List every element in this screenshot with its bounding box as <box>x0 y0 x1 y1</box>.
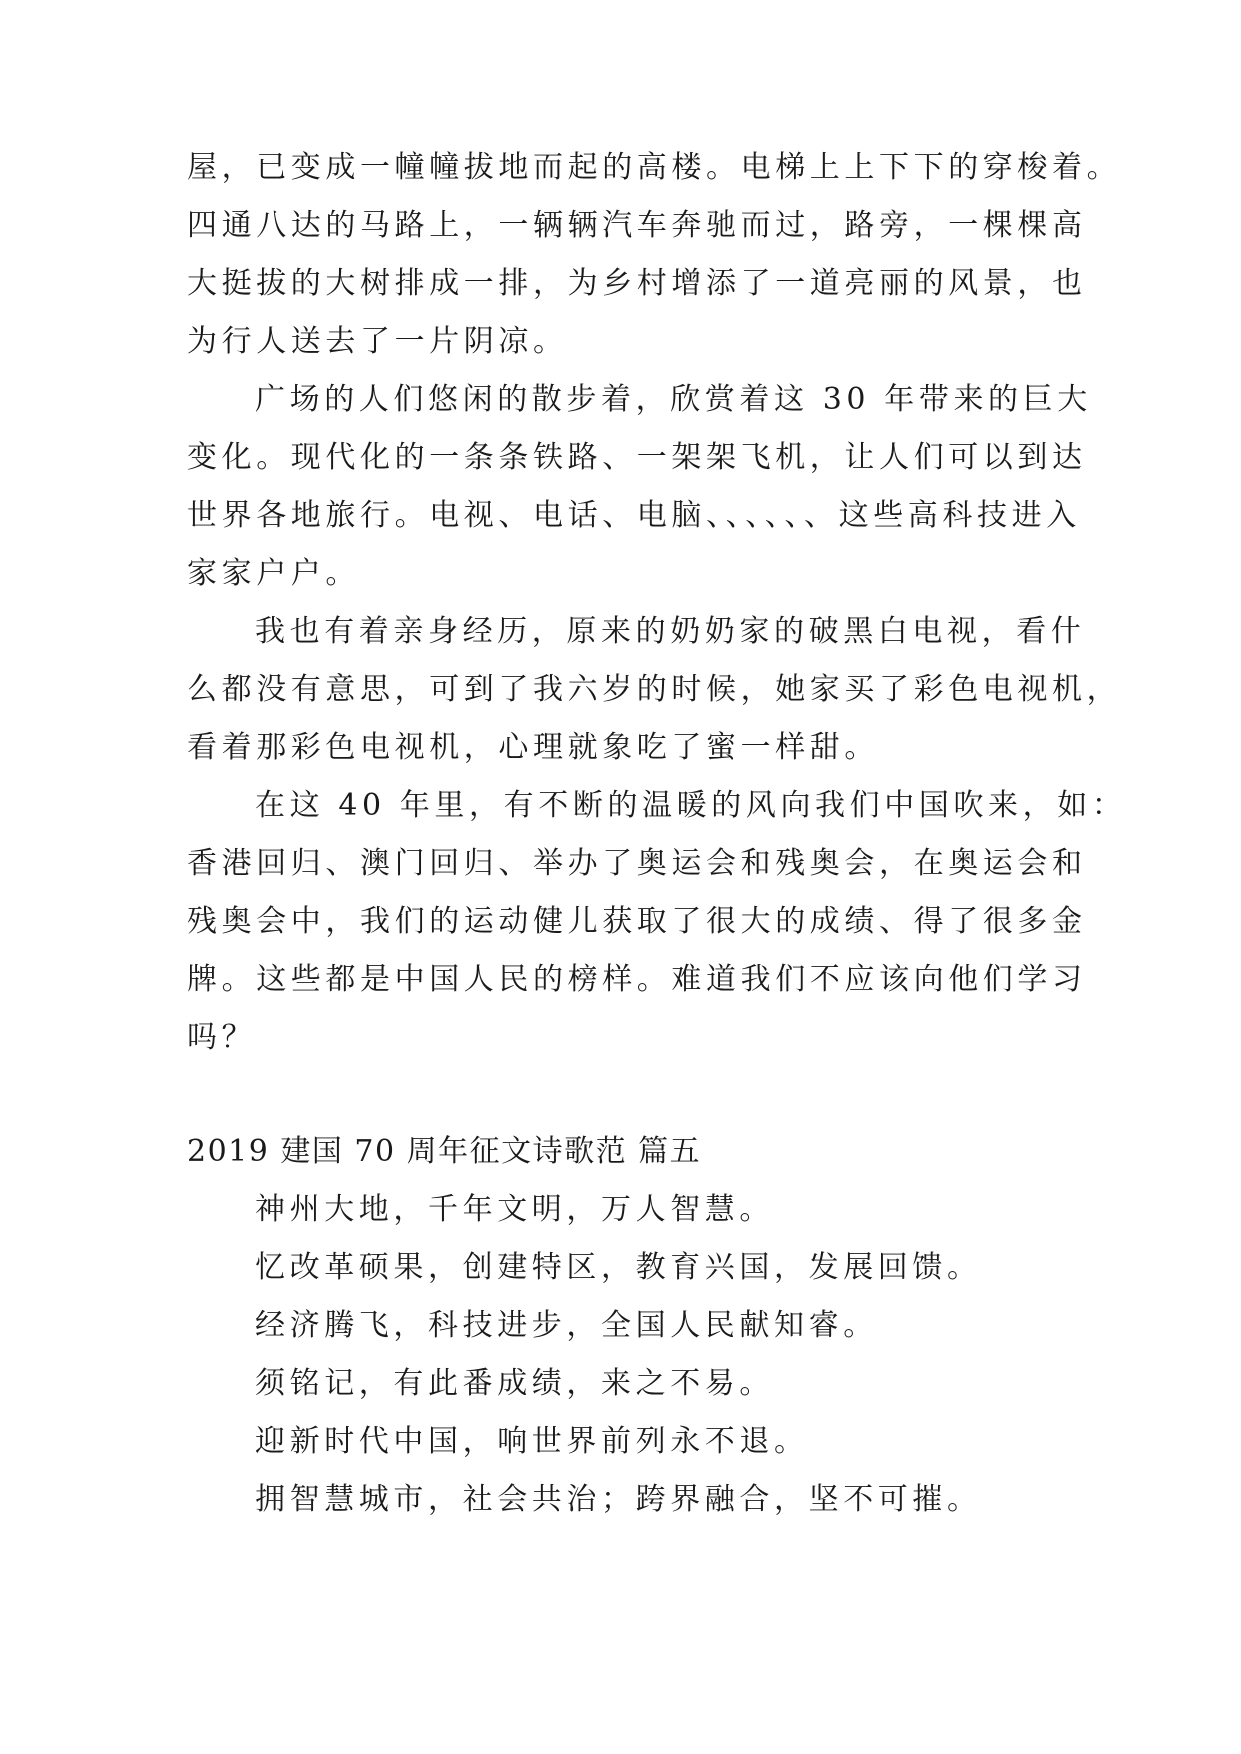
paragraph-line: 变化。现代化的一条条铁路、一架架飞机，让人们可以到达 <box>187 440 1087 475</box>
paragraph-line: 我也有着亲身经历，原来的奶奶家的破黑白电视，看什 <box>255 614 1086 649</box>
paragraph-line: 屋，已变成一幢幢拔地而起的高楼。电梯上上下下的穿梭着。 <box>187 150 1122 185</box>
paragraph-line: 家家户户。 <box>187 556 360 591</box>
paragraph-line: 世界各地旅行。电视、电话、电脑、、、、、、这些高科技进入 <box>187 498 1081 533</box>
paragraph-line: 香港回归、澳门回归、举办了奥运会和残奥会，在奥运会和 <box>187 846 1087 881</box>
paragraph-line: 牌。这些都是中国人民的榜样。难道我们不应该向他们学习 <box>187 962 1087 997</box>
paragraph-line: 看着那彩色电视机，心理就象吃了蜜一样甜。 <box>187 730 879 765</box>
poem-line: 经济腾飞，科技进步，全国人民献知睿。 <box>255 1308 878 1343</box>
poem-line: 神州大地，千年文明，万人智慧。 <box>255 1192 774 1227</box>
paragraph-line: 为行人送去了一片阴凉。 <box>187 324 568 359</box>
paragraph-line: 四通八达的马路上，一辆辆汽车奔驰而过，路旁，一棵棵高 <box>187 208 1087 243</box>
paragraph-line: 吗？ <box>187 1020 257 1055</box>
poem-line: 忆改革硕果，创建特区，教育兴国，发展回馈。 <box>255 1250 982 1285</box>
paragraph-line: 残奥会中，我们的运动健儿获取了很大的成绩、得了很多金 <box>187 904 1087 939</box>
paragraph-line: 么都没有意思，可到了我六岁的时候，她家买了彩色电视机， <box>187 672 1122 707</box>
paragraph-line: 广场的人们悠闲的散步着，欣赏着这 30 年带来的巨大 <box>255 382 1092 417</box>
poem-line: 迎新时代中国，响世界前列永不退。 <box>255 1424 809 1459</box>
poem-line: 拥智慧城市，社会共治；跨界融合，坚不可摧。 <box>255 1482 982 1517</box>
paragraph-line: 在这 40 年里，有不断的温暖的风向我们中国吹来，如： <box>255 788 1127 823</box>
section-heading: 2019 建国 70 周年征文诗歌范 篇五 <box>187 1134 702 1169</box>
paragraph-line: 大挺拔的大树排成一排，为乡村增添了一道亮丽的风景，也 <box>187 266 1087 301</box>
poem-line: 须铭记，有此番成绩，来之不易。 <box>255 1366 774 1401</box>
